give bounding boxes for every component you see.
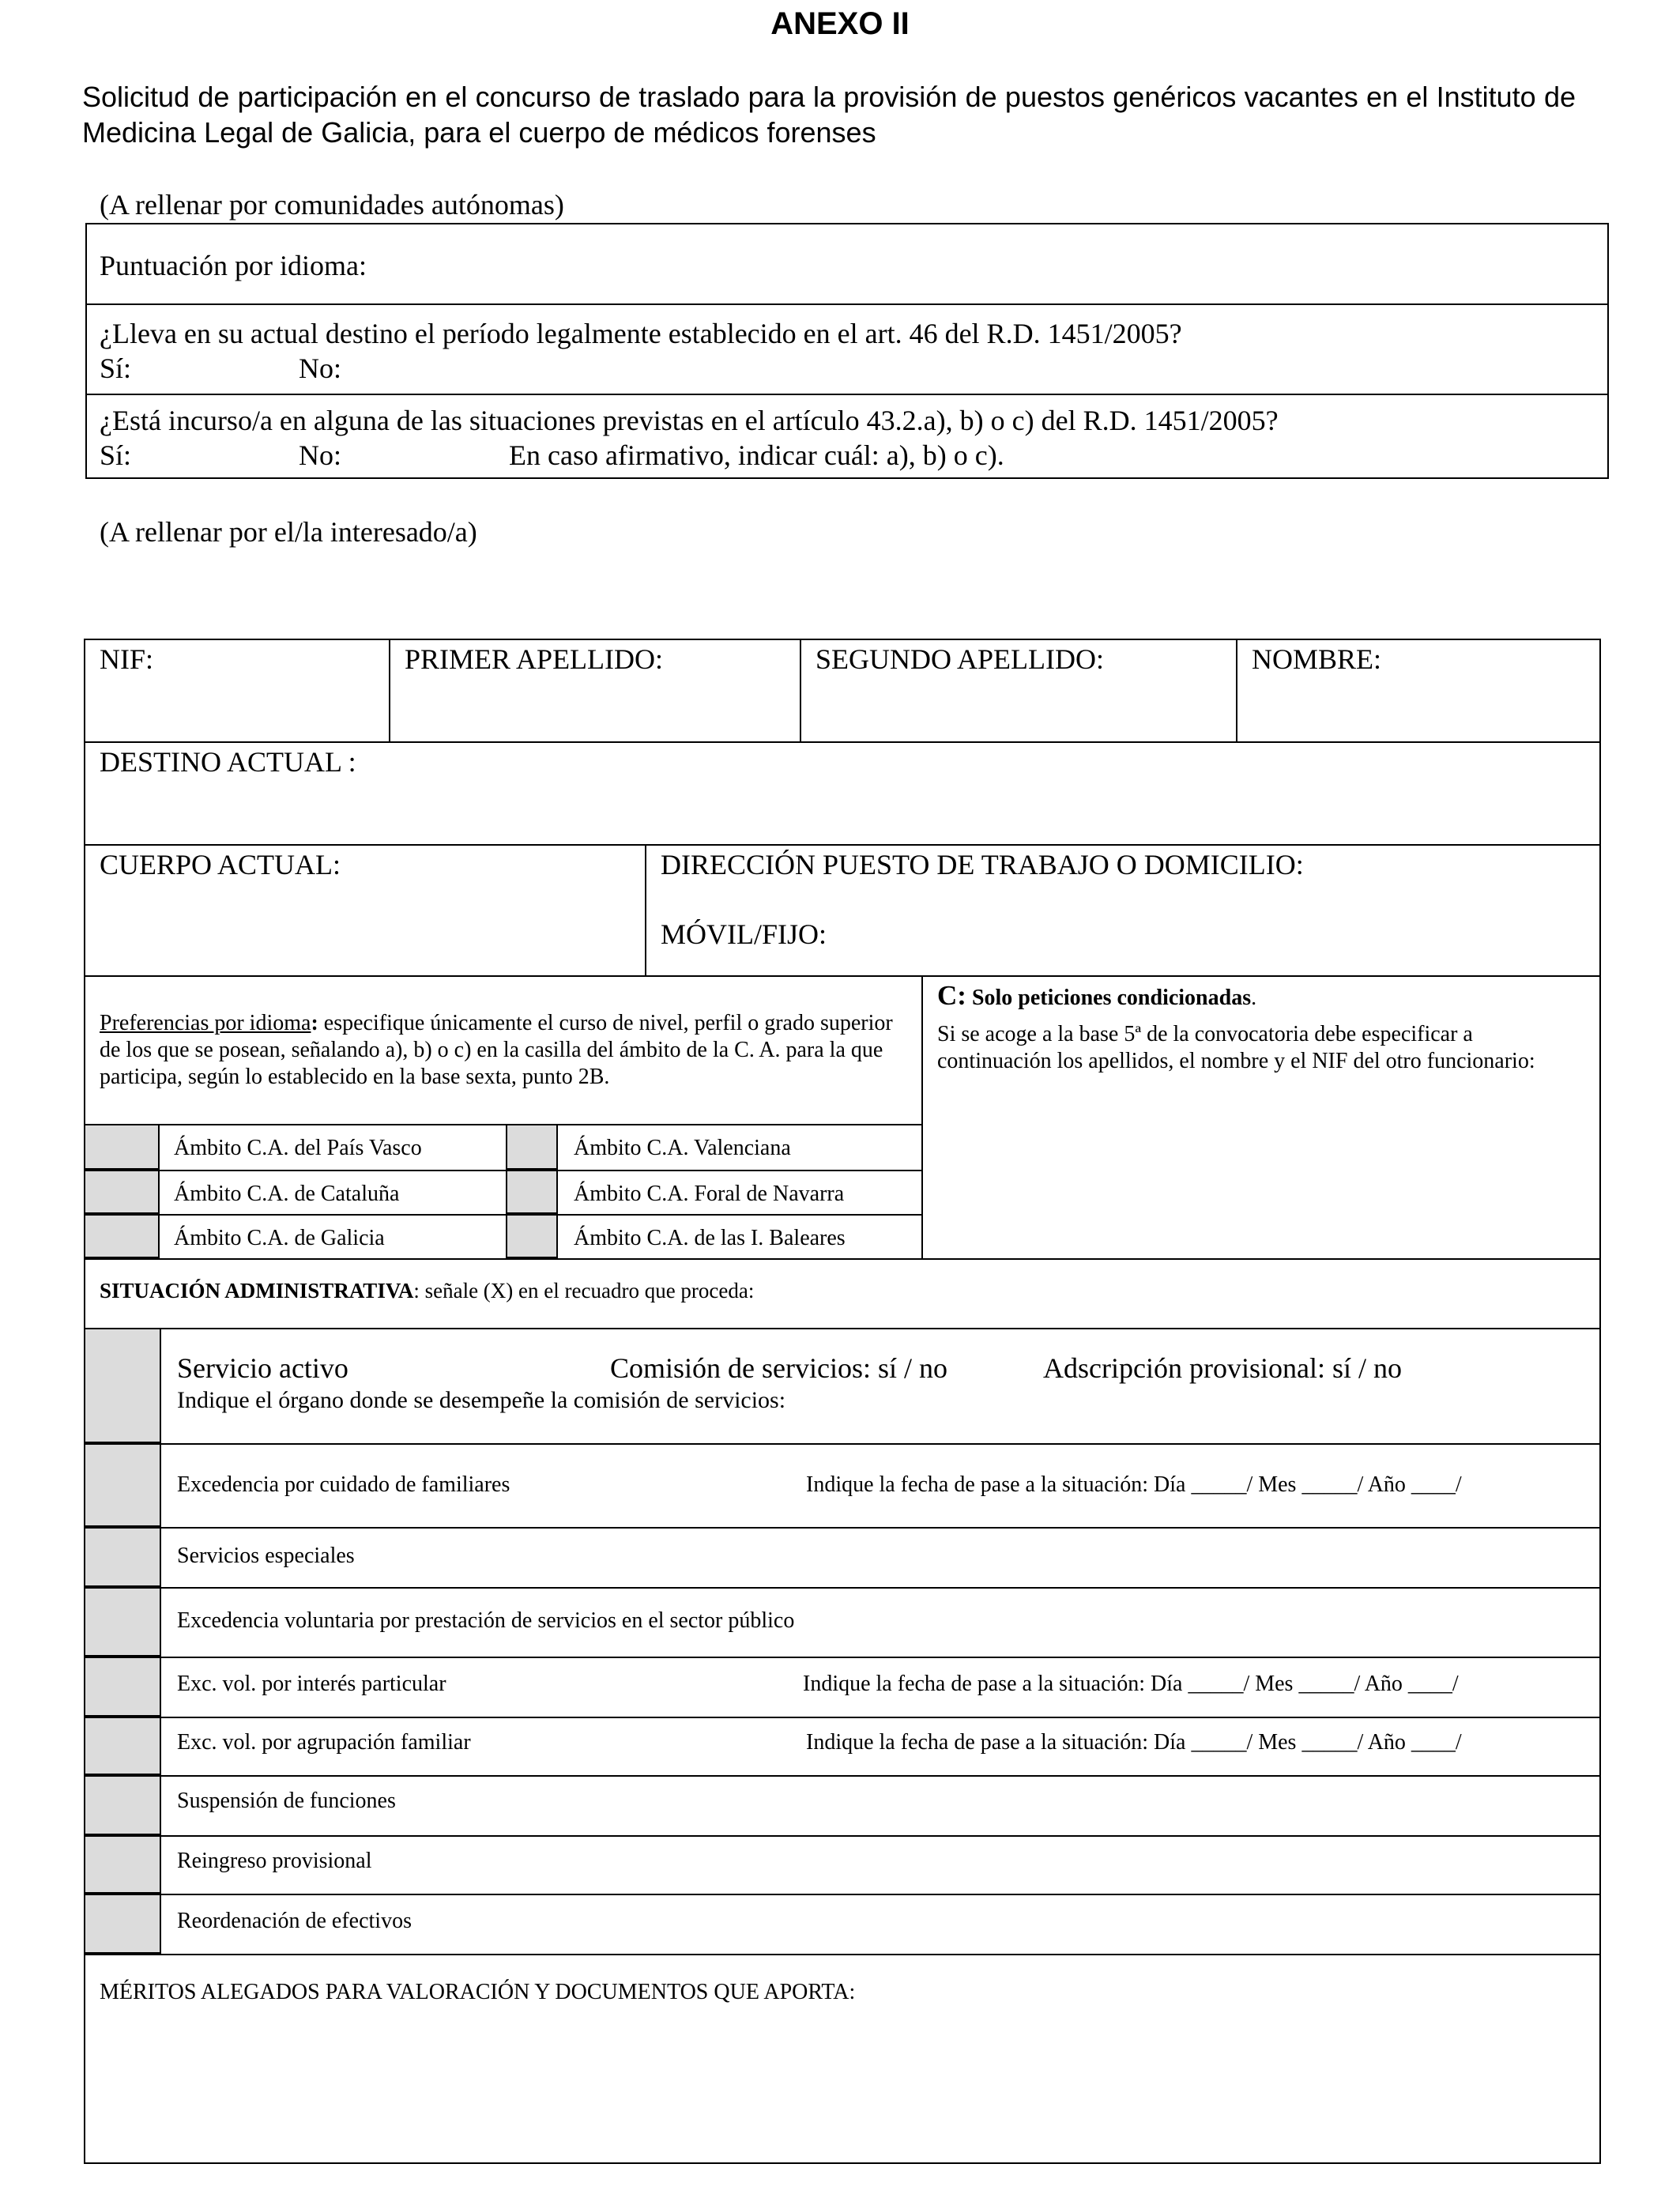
afirmativo-text: En caso afirmativo, indicar cuál: a), b) o c). xyxy=(509,439,1004,471)
ambito-label-baleares: Ámbito C.A. de las I. Baleares xyxy=(574,1226,846,1250)
meritos-heading: MÉRITOS ALEGADOS PARA VALORACIÓN Y DOCUMENTOS QUE APORTA: xyxy=(100,1980,856,2004)
intro-text: Solicitud de participación en el concurso de traslado para la provisión de puestos genéricos vacantes en el Instituto de Medicina Legal de Galicia, para el cuerpo de médicos forenses xyxy=(82,81,1576,149)
servicios-especiales-label: Servicios especiales xyxy=(177,1544,355,1568)
situacion-heading-line: SITUACIÓN ADMINISTRATIVA: señale (X) en el recuadro que proceda: xyxy=(100,1279,755,1302)
ambito-checkbox-valenciana[interactable] xyxy=(506,1124,558,1170)
ambito-label-cataluna: Ámbito C.A. de Cataluña xyxy=(174,1182,400,1206)
servicio-activo-label: Servicio activo xyxy=(177,1352,348,1384)
ambito-checkbox-cataluna[interactable] xyxy=(84,1170,160,1214)
fecha-pase-excedencia-cuidado[interactable]: Indique la fecha de pase a la situación: Día _____/ Mes _____/ Año ____/ xyxy=(806,1472,1462,1497)
situacion-checkbox-excedencia-cuidado[interactable] xyxy=(84,1443,161,1527)
ambito-checkbox-navarra[interactable] xyxy=(506,1170,558,1214)
fecha-pase-interes-particular[interactable]: Indique la fecha de pase a la situación: Día _____/ Mes _____/ Año ____/ xyxy=(803,1672,1459,1696)
cuerpo-actual-field[interactable]: CUERPO ACTUAL: xyxy=(100,849,341,880)
situacion-checkbox-suspension[interactable] xyxy=(84,1775,161,1835)
q2-no-field[interactable]: No: xyxy=(299,439,341,471)
question-situaciones: ¿Está incurso/a en alguna de las situaciones previstas en el artículo 43.2.a), b) o c) del R.D. 1451/2005? xyxy=(100,405,1279,436)
situacion-heading: SITUACIÓN ADMINISTRATIVA xyxy=(100,1279,414,1302)
situacion-checkbox-agrupacion-familiar[interactable] xyxy=(84,1717,161,1775)
direccion-field[interactable]: DIRECCIÓN PUESTO DE TRABAJO O DOMICILIO: xyxy=(661,849,1304,880)
nif-field[interactable]: NIF: xyxy=(100,643,154,675)
meritos-field[interactable] xyxy=(100,2015,1585,2150)
ambito-label-navarra: Ámbito C.A. Foral de Navarra xyxy=(574,1182,845,1206)
condicionadas-text[interactable]: Si se acoge a la base 5ª de la convocatoria debe especificar a continuación los apellidos, el nombre y el NIF del otro funcionario: xyxy=(937,1022,1535,1073)
situacion-checkbox-interes-particular[interactable] xyxy=(84,1657,161,1717)
ambito-label-pais-vasco: Ámbito C.A. del País Vasco xyxy=(174,1136,422,1160)
page-title: ANEXO II xyxy=(770,6,910,41)
puntuacion-idioma-field[interactable]: Puntuación por idioma: xyxy=(100,250,367,281)
question-periodo: ¿Lleva en su actual destino el período legalmente establecido en el art. 46 del R.D. 1451/2005? xyxy=(100,318,1182,349)
situacion-checkbox-servicio-activo[interactable] xyxy=(84,1328,161,1443)
interesado-section-label: (A rellenar por el/la interesado/a) xyxy=(100,516,477,548)
preferencias-heading: Preferencias por idioma xyxy=(100,1011,311,1035)
suspension-funciones-label: Suspensión de funciones xyxy=(177,1789,396,1813)
ambito-label-galicia: Ámbito C.A. de Galicia xyxy=(174,1226,385,1250)
situacion-checkbox-excedencia-voluntaria[interactable] xyxy=(84,1587,161,1657)
reingreso-provisional-label: Reingreso provisional xyxy=(177,1849,372,1873)
primer-apellido-field[interactable]: PRIMER APELLIDO: xyxy=(405,643,664,675)
ambito-checkbox-baleares[interactable] xyxy=(506,1214,558,1258)
q1-si-field[interactable]: Sí: xyxy=(100,352,132,384)
destino-actual-field[interactable]: DESTINO ACTUAL : xyxy=(100,746,356,778)
fecha-pase-agrupacion-familiar[interactable]: Indique la fecha de pase a la situación: Día _____/ Mes _____/ Año ____/ xyxy=(806,1730,1462,1755)
excedencia-voluntaria-label: Excedencia voluntaria por prestación de servicios en el sector público xyxy=(177,1608,795,1633)
segundo-apellido-field[interactable]: SEGUNDO APELLIDO: xyxy=(816,643,1104,675)
adscripcion-provisional-label[interactable]: Adscripción provisional: sí / no xyxy=(1043,1352,1402,1384)
q1-no-field[interactable]: No: xyxy=(299,352,341,384)
comision-servicios-label[interactable]: Comisión de servicios: sí / no xyxy=(610,1352,947,1384)
ambito-checkbox-pais-vasco[interactable] xyxy=(84,1124,160,1170)
condicionadas-heading: C: Solo peticiones condicionadas. xyxy=(937,980,1257,1011)
interes-particular-label: Exc. vol. por interés particular xyxy=(177,1672,446,1696)
movil-fijo-field[interactable]: MÓVIL/FIJO: xyxy=(661,918,827,950)
reordenacion-efectivos-label: Reordenación de efectivos xyxy=(177,1909,412,1933)
ambito-label-valenciana: Ámbito C.A. Valenciana xyxy=(574,1136,791,1160)
preferencias-text: Preferencias por idioma: especifique únicamente el curso de nivel, perfil o grado superior de los que se posean, señalando a), b) o c) en la casilla del ámbito de la C. A. para la que participa, según lo establecido en la base sexta, punto 2B. xyxy=(100,1011,893,1089)
excedencia-cuidado-label: Excedencia por cuidado de familiares xyxy=(177,1472,510,1497)
organo-comision-field[interactable]: Indique el órgano donde se desempeñe la comisión de servicios: xyxy=(177,1387,786,1413)
situacion-checkbox-servicios-especiales[interactable] xyxy=(84,1527,161,1587)
ambito-checkbox-galicia[interactable] xyxy=(84,1214,160,1258)
situacion-checkbox-reordenacion[interactable] xyxy=(84,1894,161,1954)
q2-si-field[interactable]: Sí: xyxy=(100,439,132,471)
ccaa-section-label: (A rellenar por comunidades autónomas) xyxy=(100,189,564,221)
situacion-checkbox-reingreso[interactable] xyxy=(84,1835,161,1894)
agrupacion-familiar-label: Exc. vol. por agrupación familiar xyxy=(177,1730,471,1755)
nombre-field[interactable]: NOMBRE: xyxy=(1252,643,1382,675)
